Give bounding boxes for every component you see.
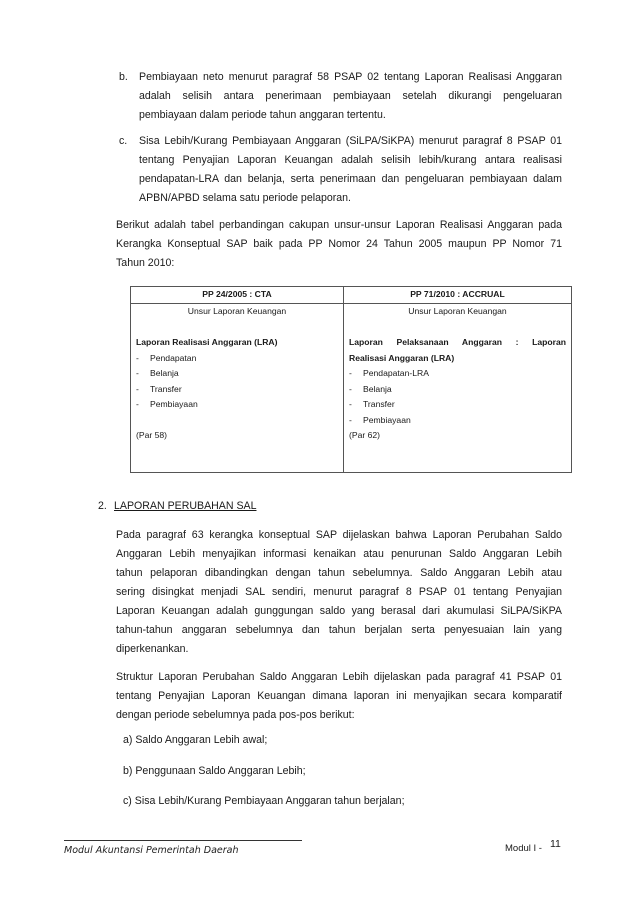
text-line: dengan periode sebelumnya pada pos-pos berikut: [116,709,355,721]
section-paragraph [116,668,562,725]
text-line: tahun pelaporan dibandingkan dengan tahun sebelumnya. Saldo Anggaran Lebih atau [116,567,562,579]
list-item: c) Sisa Lebih/Kurang Pembiayaan Anggaran tahun berjalan; [123,795,405,807]
page-number: 11 [550,838,561,850]
list-marker: c. [119,135,128,147]
list-item: - Pembiayaan [349,414,411,425]
footer-module-label: Modul I - [505,843,542,854]
list-item: - Pendapatan [136,352,197,363]
table-header-cell: PP 24/2005 : CTA [131,287,344,304]
report-name: Laporan Realisasi Anggaran (LRA) [136,337,278,347]
text-line: Anggaran Lebih menyajikan informasi kenaikan atau penurunan Saldo Anggaran Lebih [116,548,562,560]
table-cell-left [131,304,344,473]
text-line: Pada paragraf 63 kerangka konseptual SAP dijelaskan bahwa Laporan Perubahan Saldo [116,529,562,541]
list-item: b) Penggunaan Saldo Anggaran Lebih; [123,765,306,777]
table-header-cell: PP 71/2010 : ACCRUAL [344,287,572,304]
text-line: pendapatan-LRA dan belanja, serta penerimaan dan pengeluaran pembiayaan dalam [139,173,562,185]
column-subtitle: Unsur Laporan Keuangan [187,306,287,316]
text-line: sering disingkat menjadi SAL sendiri, menurut paragraf 8 PSAP 01 tentang Penyajian [116,586,562,598]
text-line: APBN/APBD selama satu periode pelaporan. [139,192,351,204]
text-line: Berikut adalah tabel perbandingan cakupan unsur-unsur Laporan Realisasi Anggaran pada [116,219,562,231]
table-cell-right [344,304,572,473]
list-item: - Pendapatan-LRA [349,368,429,378]
section-paragraph [116,526,562,659]
report-name: Laporan Pelaksanaan Anggaran : Laporan [349,337,566,347]
list-item: - Pembiayaan [136,399,198,409]
list-marker: b. [119,71,128,83]
text-line: Kerangka Konseptual SAP baik pada PP Nomor 24 Tahun 2005 maupun PP Nomor 71 [116,238,562,250]
column-subtitle: Unsur Laporan Keuangan [408,306,507,316]
table-intro-paragraph [116,216,562,273]
section-title: LAPORAN PERUBAHAN SAL [114,500,257,512]
list-item: a) Saldo Anggaran Lebih awal; [123,734,268,746]
list-item: - Transfer [136,383,182,394]
text-line: Pembiayaan neto menurut paragraf 58 PSAP 02 tentang Laporan Realisasi Anggaran [139,71,562,83]
table-row [131,304,572,473]
footer-divider [64,840,302,841]
text-line: tentang Penyajian Laporan Keuangan adalah selisih lebih/kurang antara realisasi [139,154,562,166]
list-item: - Belanja [136,368,179,378]
text-line: Tahun 2010: [116,257,175,269]
list-item: - Transfer [349,399,395,409]
text-line: tahun-tahun anggaran sebelumnya dan tahun berjalan serta penyesuaian lain yang [116,624,562,636]
list-item-b [119,68,562,128]
paragraph-ref: (Par 58) [136,430,168,440]
report-name: Realisasi Anggaran (LRA) [349,352,455,363]
list-item: - Belanja [349,383,392,394]
text-line: adalah selisih antara penerimaan pembiayaan setelah dikurangi pengeluaran [139,90,562,102]
text-line: tentang Penyajian Laporan Keuangan dimana laporan ini menyajikan secara komparatif [116,690,562,702]
text-line: Sisa Lebih/Kurang Pembiayaan Anggaran (SiLPA/SiKPA) menurut paragraf 8 PSAP 01 [139,135,562,147]
text-line: pembiayaan dalam periode tahun anggaran tertentu. [139,109,386,121]
text-line: diperkenankan. [116,643,189,655]
comparison-table [130,286,572,473]
list-item-c [119,132,562,212]
table-header-row [131,287,572,304]
text-line: Laporan Keuangan adalah gunggungan saldo yang berasal dari akumulasi SiLPA/SiKPA [116,605,562,617]
footer-module-title: Modul Akuntansi Pemerintah Daerah [64,845,239,856]
text-line: Struktur Laporan Perubahan Saldo Anggaran Lebih dijelaskan pada paragraf 41 PSAP 01 [116,671,562,683]
section-number: 2. [98,500,107,512]
paragraph-ref: (Par 62) [349,430,381,440]
